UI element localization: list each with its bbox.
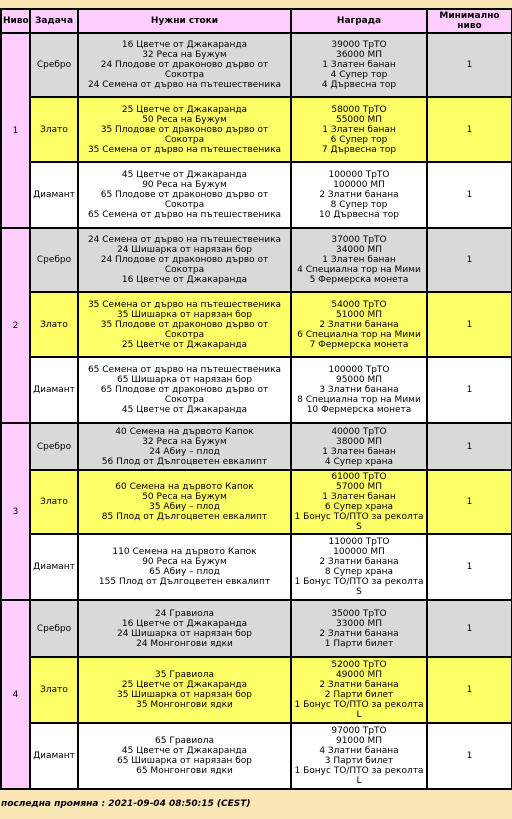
item-line: 25 Цветче от Джакаранда: [121, 104, 248, 115]
reward-line: 91000 МП: [335, 736, 383, 746]
reward-line: 1 Бонус ТО/ПТО за реколта L: [294, 700, 424, 720]
reward-line: 2 Парти билет: [324, 690, 394, 700]
reward-cell: [291, 423, 427, 470]
item-line: 35 Монгонгови ядки: [136, 700, 233, 710]
item-line: 24 Плодове от драконово дърво от Сокотра: [100, 60, 269, 80]
min-level-cell: 1: [427, 600, 512, 657]
task-cell: Злато: [30, 657, 78, 723]
reward-line: 10 Фермерска монета: [306, 405, 412, 415]
table-row: [1, 292, 512, 357]
min-level-cell: 1: [427, 470, 512, 534]
task-cell: Злато: [30, 292, 78, 357]
reward-line: 40000 ТрТО: [331, 426, 387, 437]
header-row: [1, 9, 512, 33]
item-line: 24 Монгонгови ядки: [136, 638, 233, 649]
reward-line: 7 Фермерска монета: [309, 339, 409, 350]
min-level-cell: 1: [427, 97, 512, 162]
item-line: 32 Реса на Бужум: [142, 50, 227, 60]
items-cell: [78, 228, 291, 292]
task-cell: Диамант: [30, 357, 78, 423]
item-line: 110 Семена на дървото Капок: [112, 547, 257, 557]
reward-line: 1 Златен банан: [322, 492, 396, 502]
reward-line: 6 Супер храна: [324, 502, 394, 512]
reward-line: 1 Бонус ТО/ПТО за реколта L: [294, 766, 424, 786]
min-level-cell: 1: [427, 162, 512, 228]
items-cell: [78, 657, 291, 723]
item-line: 32 Реса на Бужум: [142, 436, 227, 447]
reward-line: 37000 ТрТО: [331, 235, 387, 245]
reward-line: 57000 МП: [335, 482, 383, 492]
reward-line: 4 Златни банана: [319, 746, 399, 756]
reward-line: 97000 ТрТО: [331, 726, 387, 736]
reward-line: 8 Специална тор на Мими: [297, 395, 421, 405]
reward-line: 52000 ТрТО: [331, 660, 387, 670]
item-line: 45 Цветче от Джакаранда: [121, 746, 248, 756]
header-level: Ниво: [1, 9, 30, 33]
reward-line: 55000 МП: [335, 114, 383, 125]
item-line: 24 Шишарка от нарязан бор: [116, 628, 252, 639]
reward-line: 35000 ТрТО: [331, 608, 387, 619]
item-line: 65 Шишарка от нарязан бор: [116, 756, 252, 766]
items-cell: [78, 97, 291, 162]
reward-line: 10 Дървесна тор: [319, 210, 399, 220]
item-line: 35 Шишарка от нарязан бор: [116, 309, 252, 320]
reward-line: 3 Златни банана: [319, 385, 399, 395]
item-line: 35 Плодове от драконово дърво от Сокотра: [100, 124, 269, 145]
item-line: 16 Цветче от Джакаранда: [121, 618, 248, 629]
reward-line: 100000 ТрТО: [328, 170, 390, 180]
reward-cell: [291, 357, 427, 423]
reward-line: 100000 ТрТО: [328, 365, 390, 375]
reward-line: 33000 МП: [335, 618, 383, 629]
item-line: 24 Гравиола: [155, 608, 214, 619]
reward-cell: [291, 600, 427, 657]
task-cell: Злато: [30, 470, 78, 534]
item-line: 90 Реса на Бужум: [142, 180, 227, 190]
reward-cell: [291, 162, 427, 228]
items-cell: [78, 162, 291, 228]
min-level-cell: 1: [427, 423, 512, 470]
task-cell: Диамант: [30, 534, 78, 600]
min-level-cell: 1: [427, 723, 512, 789]
task-cell: Сребро: [30, 33, 78, 97]
item-line: 90 Реса на Бужум: [142, 557, 227, 567]
items-cell: [78, 292, 291, 357]
reward-line: 100000 МП: [333, 547, 385, 557]
reward-line: 51000 МП: [335, 309, 383, 320]
items-cell: [78, 357, 291, 423]
items-cell: [78, 723, 291, 789]
last-modified-footer: последна промяна : 2021-09-04 08:50:15 (CEST): [1, 799, 251, 809]
reward-cell: [291, 97, 427, 162]
item-line: 155 Плод от Дългоцветен евкалипт: [98, 577, 271, 587]
items-cell: [78, 423, 291, 470]
item-line: 35 Гравиола: [155, 670, 214, 680]
reward-line: 1 Бонус ТО/ПТО за реколта S: [294, 577, 424, 597]
header-task: Задача: [30, 9, 78, 33]
reward-line: 1 Златен банан: [322, 124, 396, 135]
reward-cell: [291, 723, 427, 789]
reward-line: 1 Златен банан: [322, 446, 396, 457]
item-line: 65 Монгонгови ядки: [136, 766, 233, 776]
task-cell: Диамант: [30, 723, 78, 789]
table-row: [1, 600, 512, 657]
item-line: 60 Семена на дървото Капок: [115, 482, 254, 492]
task-cell: Сребро: [30, 423, 78, 470]
reward-line: 7 Дървесна тор: [321, 144, 397, 155]
reward-line: 5 Фермерска монета: [309, 275, 409, 285]
reward-line: 49000 МП: [335, 670, 383, 680]
reward-line: 4 Дървесна тор: [321, 80, 397, 90]
reward-line: 39000 ТрТО: [331, 40, 387, 50]
item-line: 45 Цветче от Джакаранда: [121, 405, 248, 415]
item-line: 50 Реса на Бужум: [142, 492, 227, 502]
min-level-cell: 1: [427, 534, 512, 600]
reward-line: 1 Златен банан: [322, 255, 396, 265]
reward-cell: [291, 657, 427, 723]
reward-line: 34000 МП: [335, 245, 383, 255]
item-line: 24 Плодове от драконово дърво от Сокотра: [100, 255, 269, 275]
reward-cell: [291, 292, 427, 357]
reward-line: 2 Златни банана: [319, 680, 399, 690]
table-row: [1, 534, 512, 600]
task-cell: Злато: [30, 97, 78, 162]
table-row: [1, 162, 512, 228]
min-level-cell: 1: [427, 228, 512, 292]
reward-line: 2 Златни банана: [319, 190, 399, 200]
reward-line: 4 Специална тор на Мими: [297, 265, 421, 275]
reward-line: 2 Златни банана: [319, 557, 399, 567]
reward-line: 100000 МП: [333, 180, 385, 190]
header-items: Нужни стоки: [78, 9, 291, 33]
item-line: 65 Гравиола: [155, 736, 214, 746]
level-cell: 4: [1, 600, 30, 789]
table-row: [1, 33, 512, 97]
level-cell: 3: [1, 423, 30, 600]
item-line: 35 Абиу – плод: [149, 502, 220, 512]
reward-line: 8 Супер храна: [324, 567, 394, 577]
reward-cell: [291, 228, 427, 292]
header-reward: Награда: [291, 9, 427, 33]
task-cell: Сребро: [30, 600, 78, 657]
table-row: [1, 723, 512, 789]
reward-line: 4 Супер тор: [330, 70, 388, 80]
table-row: [1, 423, 512, 470]
reward-line: 1 Златен банан: [322, 60, 396, 70]
item-line: 65 Шишарка от нарязан бор: [116, 375, 252, 385]
reward-cell: [291, 33, 427, 97]
item-line: 65 Абиу – плод: [149, 567, 220, 577]
item-line: 56 Плод от Дългоцветен евкалипт: [101, 456, 268, 467]
items-cell: [78, 534, 291, 600]
reward-line: 8 Супер тор: [330, 200, 388, 210]
item-line: 35 Семена от дърво на пътешественика: [87, 299, 282, 310]
item-line: 24 Шишарка от нарязан бор: [116, 245, 252, 255]
item-line: 24 Абиу – плод: [149, 446, 220, 457]
items-cell: [78, 33, 291, 97]
items-cell: [78, 600, 291, 657]
level-cell: 2: [1, 228, 30, 423]
item-line: 24 Семена от дърво на пътешественика: [87, 80, 282, 90]
reward-line: 3 Парти билет: [324, 756, 394, 766]
table-row: [1, 657, 512, 723]
reward-line: 1 Парти билет: [324, 638, 394, 649]
reward-line: 2 Златни банана: [319, 319, 399, 330]
item-line: 16 Цветче от Джакаранда: [121, 275, 248, 285]
task-cell: Сребро: [30, 228, 78, 292]
reward-line: 54000 ТрТО: [331, 299, 387, 310]
item-line: 85 Плод от Дългоцветен евкалипт: [101, 512, 268, 522]
reward-line: 61000 ТрТО: [331, 472, 387, 482]
item-line: 50 Реса на Бужум: [142, 114, 227, 125]
item-line: 25 Цветче от Джакаранда: [121, 339, 248, 350]
item-line: 65 Семена от дърво на пътешественика: [87, 210, 282, 220]
item-line: 65 Плодове от драконово дърво от Сокотра: [100, 190, 269, 210]
reward-line: 110000 ТрТО: [328, 537, 390, 547]
task-cell: Диамант: [30, 162, 78, 228]
item-line: 35 Плодове от драконово дърво от Сокотра: [100, 319, 269, 340]
min-level-cell: 1: [427, 357, 512, 423]
header-min-level: Минимално ниво: [427, 9, 512, 33]
table-row: [1, 228, 512, 292]
table-row: [1, 97, 512, 162]
min-level-cell: 1: [427, 33, 512, 97]
item-line: 45 Цветче от Джакаранда: [121, 170, 248, 180]
reward-line: 2 Златни банана: [319, 628, 399, 639]
item-line: 40 Семена на дървото Капок: [115, 426, 254, 437]
level-cell: 1: [1, 33, 30, 228]
items-cell: [78, 470, 291, 534]
reward-line: 38000 МП: [335, 436, 383, 447]
reward-line: 1 Бонус ТО/ПТО за реколта S: [294, 512, 424, 532]
table-row: [1, 470, 512, 534]
reward-cell: [291, 470, 427, 534]
reward-line: 6 Супер тор: [330, 134, 388, 145]
reward-line: 58000 ТрТО: [331, 104, 387, 115]
item-line: 24 Семена от дърво на пътешественика: [87, 235, 282, 245]
item-line: 35 Шишарка от нарязан бор: [116, 690, 252, 700]
reward-line: 6 Специална тор на Мими: [297, 329, 421, 340]
item-line: 65 Семена от дърво на пътешественика: [87, 365, 282, 375]
reward-cell: [291, 534, 427, 600]
reward-line: 36000 МП: [335, 50, 383, 60]
quests-table: [0, 8, 512, 790]
item-line: 35 Семена от дърво на пътешественика: [87, 144, 282, 155]
reward-line: 95000 МП: [335, 375, 383, 385]
item-line: 25 Цветче от Джакаранда: [121, 680, 248, 690]
item-line: 65 Плодове от драконово дърво от Сокотра: [100, 385, 269, 405]
reward-line: 4 Супер храна: [324, 456, 394, 467]
table-row: [1, 357, 512, 423]
min-level-cell: 1: [427, 292, 512, 357]
min-level-cell: 1: [427, 657, 512, 723]
item-line: 16 Цветче от Джакаранда: [121, 40, 248, 50]
